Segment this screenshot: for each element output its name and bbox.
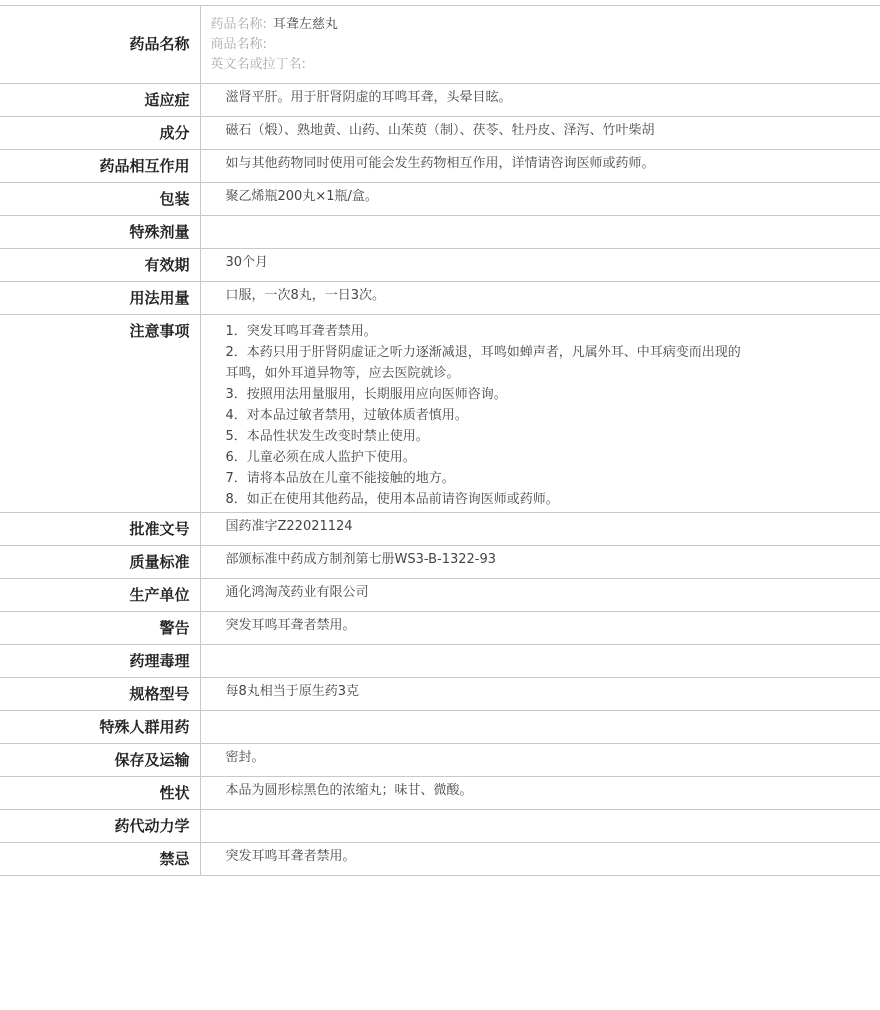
row-label: 生产单位	[129, 586, 190, 604]
row-ingredients	[0, 117, 880, 150]
row-value	[226, 711, 880, 712]
row-value: 本品为圆形棕黑色的浓缩丸；味甘、微酸。	[225, 783, 473, 798]
row-label: 性状	[159, 784, 190, 802]
row-label: 批准文号	[129, 520, 190, 538]
row-label: 特殊人群用药	[99, 718, 190, 736]
row-label: 成分	[159, 124, 190, 142]
row-label-cell	[0, 117, 200, 150]
row-label: 警告	[159, 619, 190, 637]
row-pharmacology	[0, 645, 880, 678]
trade-name-line	[211, 35, 880, 55]
row-label-cell	[0, 150, 200, 183]
row-drug-name	[0, 6, 880, 84]
row-value-cell	[200, 711, 880, 744]
row-approval-number	[0, 513, 880, 546]
row-value	[226, 216, 880, 217]
row-special-populations	[0, 711, 880, 744]
row-value-cell	[200, 249, 880, 282]
row-label: 禁忌	[159, 850, 190, 868]
row-value-cell	[200, 777, 880, 810]
row-value: 密封。	[225, 750, 265, 765]
row-label-cell	[0, 183, 200, 216]
row-label-cell	[0, 282, 200, 315]
row-label: 药品名称	[129, 35, 190, 53]
row-value-cell	[200, 117, 880, 150]
row-value-cell	[200, 678, 880, 711]
row-value-cell	[200, 216, 880, 249]
row-label: 注意事项	[129, 322, 190, 340]
row-label: 适应症	[144, 91, 190, 109]
row-label: 保存及运输	[114, 751, 190, 769]
row-value: 如与其他药物同时使用可能会发生药物相互作用，详情请咨询医师或药师。	[225, 156, 655, 171]
row-indication	[0, 84, 880, 117]
row-label-cell	[0, 711, 200, 744]
list-item: 7．请将本品放在儿童不能接触的地方。	[225, 471, 455, 486]
english-name-key: 英文名或拉丁名:	[210, 57, 306, 72]
row-label-cell	[0, 843, 200, 876]
row-dosage	[0, 282, 880, 315]
drug-name-key: 药品名称:	[210, 17, 267, 32]
list-item: 3．按照用法用量服用，长期服用应向医师咨询。	[225, 387, 507, 402]
row-value: 国药准字Z22021124	[225, 519, 353, 534]
row-value	[226, 810, 880, 811]
row-value-cell	[200, 810, 880, 843]
row-value-cell	[200, 744, 880, 777]
row-label: 药品相互作用	[99, 157, 190, 175]
row-value: 滋肾平肝。用于肝肾阴虚的耳鸣耳聋，头晕目眩。	[225, 90, 512, 105]
row-value: 30个月	[225, 255, 269, 270]
row-value-cell	[200, 546, 880, 579]
list-item: 4．对本品过敏者禁用，过敏体质者慎用。	[225, 408, 468, 423]
row-label-cell	[0, 678, 200, 711]
row-value: 每8丸相当于原生药3克	[225, 684, 360, 699]
row-label-cell	[0, 777, 200, 810]
row-value: 突发耳鸣耳聋者禁用。	[225, 849, 356, 864]
row-value-cell	[200, 645, 880, 678]
row-pharmacokinetics	[0, 810, 880, 843]
row-value: 突发耳鸣耳聋者禁用。	[225, 618, 356, 633]
row-label-cell	[0, 216, 200, 249]
row-value-cell	[200, 150, 880, 183]
row-value-cell	[200, 282, 880, 315]
row-value: 部颁标准中药成方制剂第七册WS3-B-1322-93	[225, 552, 497, 567]
precautions-list	[226, 315, 880, 510]
row-value: 磁石（煅）、熟地黄、山药、山茱萸（制）、茯苓、牡丹皮、泽泻、竹叶柴胡	[225, 123, 655, 138]
row-label: 特殊剂量	[129, 223, 190, 241]
row-value-cell	[200, 843, 880, 876]
row-label-cell	[0, 315, 200, 513]
list-item: 2．本药只用于肝肾阴虚证之听力逐渐减退，耳鸣如蝉声者，凡属外耳、中耳病变而出现的	[225, 345, 741, 360]
row-warning	[0, 612, 880, 645]
row-value	[226, 645, 880, 646]
row-label-cell	[0, 546, 200, 579]
drug-name-value: 耳聋左慈丸	[272, 17, 338, 32]
row-value-cell	[200, 513, 880, 546]
row-label: 药理毒理	[129, 652, 190, 670]
row-label: 质量标准	[129, 553, 190, 571]
row-value-cell	[200, 183, 880, 216]
row-label: 用法用量	[129, 289, 190, 307]
row-label-cell	[0, 579, 200, 612]
row-label-cell	[0, 249, 200, 282]
row-label-cell	[0, 612, 200, 645]
row-quality-standard	[0, 546, 880, 579]
row-specification	[0, 678, 880, 711]
row-value: 口服，一次8丸，一日3次。	[225, 288, 386, 303]
row-value-cell	[200, 612, 880, 645]
list-item: 6．儿童必须在成人监护下使用。	[225, 450, 416, 465]
list-item: 8．如正在使用其他药品，使用本品前请咨询医师或药师。	[225, 492, 559, 507]
row-label-cell	[0, 744, 200, 777]
list-item: 5．本品性状发生改变时禁止使用。	[225, 429, 429, 444]
row-value: 通化鸿淘茂药业有限公司	[225, 585, 369, 600]
row-label-cell	[0, 810, 200, 843]
row-special-dose	[0, 216, 880, 249]
row-packaging	[0, 183, 880, 216]
row-value-cell	[200, 315, 880, 513]
row-label: 规格型号	[129, 685, 190, 703]
row-label: 有效期	[144, 256, 190, 274]
trade-name-key: 商品名称:	[210, 37, 267, 52]
row-label: 包装	[159, 190, 190, 208]
row-value-cell	[200, 579, 880, 612]
row-manufacturer	[0, 579, 880, 612]
list-item: 1．突发耳鸣耳聋者禁用。	[225, 324, 377, 339]
row-label-cell	[0, 84, 200, 117]
row-value-cell	[200, 6, 880, 84]
drug-spec-table	[0, 5, 880, 876]
row-value-cell	[200, 84, 880, 117]
row-precautions	[0, 315, 880, 513]
row-label: 药代动力学	[114, 817, 190, 835]
row-label-cell	[0, 6, 200, 84]
list-item: 耳鸣，如外耳道异物等，应去医院就诊。	[225, 366, 460, 381]
row-storage	[0, 744, 880, 777]
row-contraindications	[0, 843, 880, 876]
row-label-cell	[0, 513, 200, 546]
row-shelf-life	[0, 249, 880, 282]
row-value: 聚乙烯瓶200丸×1瓶/盒。	[225, 189, 378, 204]
english-name-line	[211, 55, 880, 75]
row-label-cell	[0, 645, 200, 678]
row-appearance	[0, 777, 880, 810]
drug-name-line	[211, 15, 880, 35]
row-interactions	[0, 150, 880, 183]
